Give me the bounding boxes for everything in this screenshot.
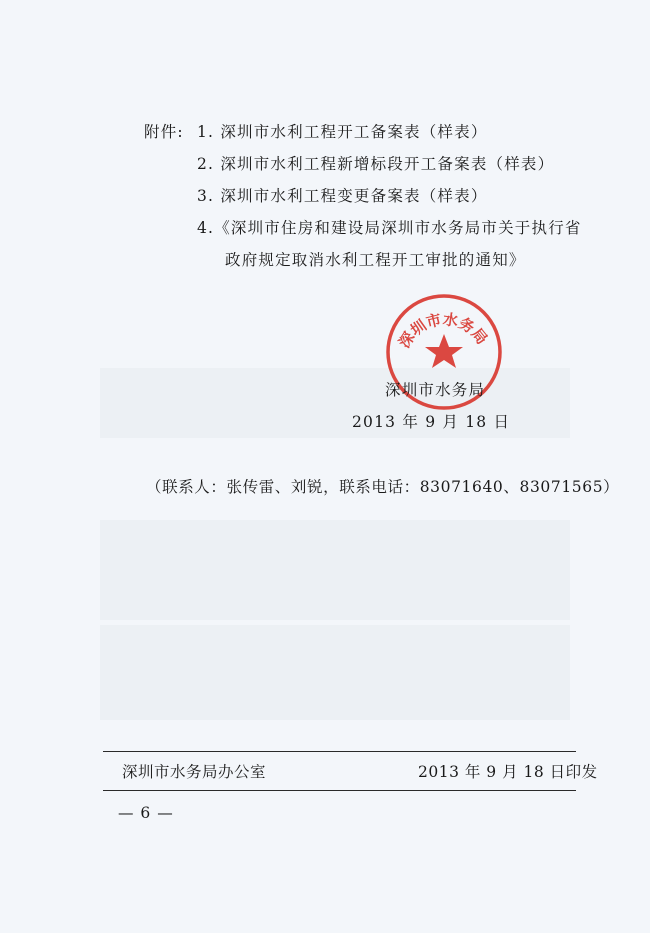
- page-number: — 6 —: [118, 804, 174, 822]
- attachment-item-4: 4.《深圳市住房和建设局深圳市水务局市关于执行省: [197, 219, 582, 237]
- signing-date: 2013 年 9 月 18 日: [352, 413, 511, 431]
- attachment-item-3: 3. 深圳市水利工程变更备案表（样表）: [197, 187, 488, 205]
- attachments-label: 附件:: [144, 123, 184, 141]
- footer-rule-top: [103, 751, 576, 752]
- footer-rule-bottom: [103, 790, 576, 791]
- seal-star-icon: [425, 334, 463, 368]
- attachment-item-2: 2. 深圳市水利工程新增标段开工备案表（样表）: [197, 155, 555, 173]
- footer-office: 深圳市水务局办公室: [122, 763, 267, 781]
- seal-text: 深圳市水务局: [395, 310, 492, 352]
- attachment-item-4-continuation: 政府规定取消水利工程开工审批的通知》: [225, 251, 526, 269]
- footer-print-date: 2013 年 9 月 18 日印发: [418, 763, 598, 781]
- signing-organization: 深圳市水务局: [385, 381, 486, 399]
- attachment-item-1: 1. 深圳市水利工程开工备案表（样表）: [197, 123, 488, 141]
- contact-line: （联系人：张传雷、刘锐，联系电话：83071640、83071565）: [146, 478, 620, 496]
